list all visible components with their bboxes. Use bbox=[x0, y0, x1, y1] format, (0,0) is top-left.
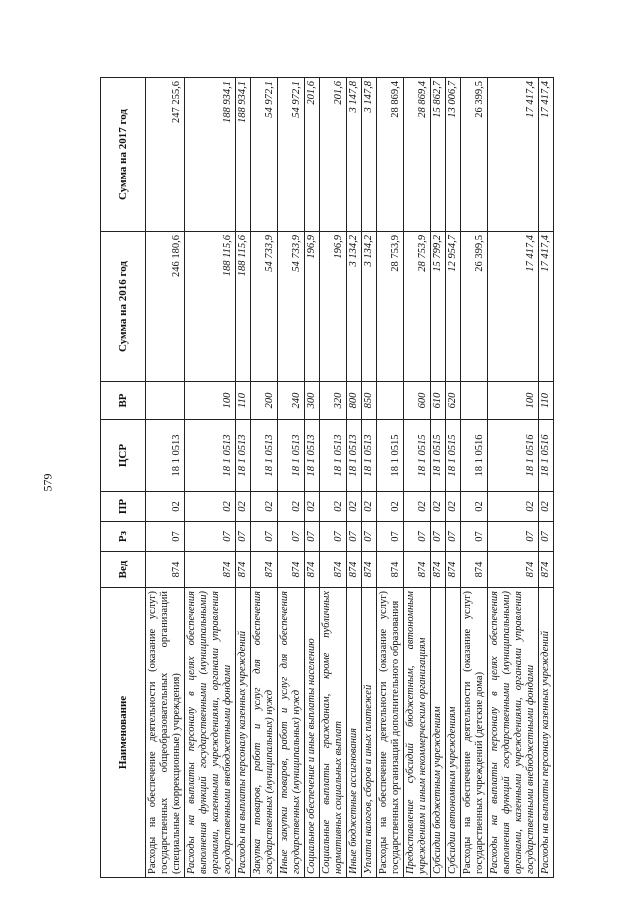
cell-csr: 18 1 0515 bbox=[377, 420, 404, 492]
cell-sum-2017: 15 862,7 bbox=[431, 78, 446, 232]
cell-ved: 874 bbox=[446, 552, 461, 588]
cell-csr: 18 1 0513 bbox=[251, 420, 278, 492]
cell-sum-2016: 28 753,9 bbox=[377, 232, 404, 382]
cell-pr: 02 bbox=[377, 492, 404, 522]
cell-rz: 07 bbox=[320, 522, 347, 552]
cell-name: Расходы на обеспечение деятельности (оказание услуг) государственных организаций дополнительного образования bbox=[377, 588, 404, 878]
cell-ved: 874 bbox=[320, 552, 347, 588]
cell-sum-2016: 28 753,9 bbox=[404, 232, 431, 382]
table-row bbox=[251, 78, 278, 878]
cell-csr: 18 1 0516 bbox=[461, 420, 488, 492]
header-name: Наименование bbox=[101, 588, 146, 878]
cell-pr: 02 bbox=[539, 492, 554, 522]
cell-vr: 600 bbox=[404, 382, 431, 420]
cell-sum-2017: 201,6 bbox=[320, 78, 347, 232]
cell-ved: 874 bbox=[431, 552, 446, 588]
header-ved: Вед bbox=[101, 552, 146, 588]
page-number: 579 bbox=[40, 473, 55, 492]
cell-sum-2017: 28 869,4 bbox=[404, 78, 431, 232]
table-row bbox=[305, 78, 320, 878]
cell-ved: 874 bbox=[305, 552, 320, 588]
cell-sum-2016: 12 954,7 bbox=[446, 232, 461, 382]
cell-sum-2016: 188 115,6 bbox=[185, 232, 236, 382]
cell-vr: 240 bbox=[278, 382, 305, 420]
cell-vr: 110 bbox=[539, 382, 554, 420]
cell-sum-2017: 201,6 bbox=[305, 78, 320, 232]
cell-pr: 02 bbox=[404, 492, 431, 522]
cell-csr: 18 1 0513 bbox=[362, 420, 377, 492]
cell-sum-2017: 247 255,6 bbox=[146, 78, 185, 232]
cell-rz: 07 bbox=[236, 522, 251, 552]
header-pr: ПР bbox=[101, 492, 146, 522]
cell-rz: 07 bbox=[539, 522, 554, 552]
cell-csr: 18 1 0513 bbox=[305, 420, 320, 492]
cell-ved: 874 bbox=[278, 552, 305, 588]
cell-sum-2017: 3 147,8 bbox=[347, 78, 362, 232]
table-row bbox=[431, 78, 446, 878]
table-row bbox=[461, 78, 488, 878]
header-rz: Рз bbox=[101, 522, 146, 552]
cell-sum-2016: 17 417,4 bbox=[488, 232, 539, 382]
cell-sum-2016: 17 417,4 bbox=[539, 232, 554, 382]
cell-csr: 18 1 0513 bbox=[278, 420, 305, 492]
cell-name: Социальное обеспечение и иные выплаты населению bbox=[305, 588, 320, 878]
cell-vr: 110 bbox=[236, 382, 251, 420]
table-row bbox=[185, 78, 236, 878]
cell-csr: 18 1 0513 bbox=[146, 420, 185, 492]
cell-ved: 874 bbox=[488, 552, 539, 588]
budget-table bbox=[100, 77, 554, 878]
table-row bbox=[320, 78, 347, 878]
cell-sum-2017: 3 147,8 bbox=[362, 78, 377, 232]
cell-ved: 874 bbox=[347, 552, 362, 588]
cell-sum-2017: 26 399,5 bbox=[461, 78, 488, 232]
cell-csr: 18 1 0513 bbox=[320, 420, 347, 492]
cell-rz: 07 bbox=[251, 522, 278, 552]
cell-vr: 100 bbox=[185, 382, 236, 420]
table-row bbox=[278, 78, 305, 878]
cell-vr: 200 bbox=[251, 382, 278, 420]
cell-vr bbox=[377, 382, 404, 420]
cell-sum-2016: 54 733,9 bbox=[251, 232, 278, 382]
cell-pr: 02 bbox=[461, 492, 488, 522]
table-header-row bbox=[101, 78, 146, 878]
cell-ved: 874 bbox=[251, 552, 278, 588]
rotated-page-content bbox=[100, 78, 640, 878]
cell-pr: 02 bbox=[446, 492, 461, 522]
table-row bbox=[362, 78, 377, 878]
cell-rz: 07 bbox=[377, 522, 404, 552]
table-row bbox=[377, 78, 404, 878]
cell-name: Расходы на выплаты персоналу в целях обеспечения выполнения функций государственными (муниципальными) органами, казенными учреждениями, органами управления государственными внебюджетными фондами bbox=[488, 588, 539, 878]
cell-sum-2016: 196,9 bbox=[305, 232, 320, 382]
header-sum-2017: Сумма на 2017 год bbox=[101, 78, 146, 232]
cell-vr: 100 bbox=[488, 382, 539, 420]
cell-sum-2016: 3 134,2 bbox=[347, 232, 362, 382]
cell-rz: 07 bbox=[404, 522, 431, 552]
cell-sum-2017: 13 006,7 bbox=[446, 78, 461, 232]
cell-rz: 07 bbox=[305, 522, 320, 552]
cell-sum-2017: 17 417,4 bbox=[488, 78, 539, 232]
cell-sum-2016: 246 180,6 bbox=[146, 232, 185, 382]
cell-rz: 07 bbox=[185, 522, 236, 552]
cell-vr: 320 bbox=[320, 382, 347, 420]
cell-ved: 874 bbox=[539, 552, 554, 588]
cell-name: Субсидии бюджетным учреждениям bbox=[431, 588, 446, 878]
table-row bbox=[446, 78, 461, 878]
cell-csr: 18 1 0516 bbox=[539, 420, 554, 492]
cell-pr: 02 bbox=[347, 492, 362, 522]
cell-vr: 620 bbox=[446, 382, 461, 420]
cell-csr: 18 1 0516 bbox=[488, 420, 539, 492]
cell-pr: 02 bbox=[305, 492, 320, 522]
cell-vr: 800 bbox=[347, 382, 362, 420]
header-vr: ВР bbox=[101, 382, 146, 420]
cell-pr: 02 bbox=[146, 492, 185, 522]
cell-sum-2016: 196,9 bbox=[320, 232, 347, 382]
cell-name: Расходы на выплаты персоналу казенных учреждений bbox=[539, 588, 554, 878]
cell-rz: 07 bbox=[488, 522, 539, 552]
table-row bbox=[146, 78, 185, 878]
cell-pr: 02 bbox=[362, 492, 377, 522]
table-row bbox=[488, 78, 539, 878]
cell-rz: 07 bbox=[461, 522, 488, 552]
cell-sum-2016: 54 733,9 bbox=[278, 232, 305, 382]
cell-csr: 18 1 0513 bbox=[236, 420, 251, 492]
cell-vr bbox=[146, 382, 185, 420]
cell-csr: 18 1 0513 bbox=[185, 420, 236, 492]
cell-csr: 18 1 0515 bbox=[404, 420, 431, 492]
table-row bbox=[236, 78, 251, 878]
cell-rz: 07 bbox=[347, 522, 362, 552]
cell-name: Расходы на выплаты персоналу в целях обеспечения выполнения функций государственными (муниципальными) органами, казенными учреждениями, органами управления государственными внебюджетными фондами bbox=[185, 588, 236, 878]
cell-sum-2016: 188 115,6 bbox=[236, 232, 251, 382]
cell-name: Уплата налогов, сборов и иных платежей bbox=[362, 588, 377, 878]
cell-pr: 02 bbox=[236, 492, 251, 522]
table-row bbox=[404, 78, 431, 878]
cell-vr: 850 bbox=[362, 382, 377, 420]
cell-pr: 02 bbox=[278, 492, 305, 522]
cell-sum-2017: 17 417,4 bbox=[539, 78, 554, 232]
cell-ved: 874 bbox=[362, 552, 377, 588]
cell-sum-2017: 188 934,1 bbox=[185, 78, 236, 232]
cell-vr: 610 bbox=[431, 382, 446, 420]
cell-name: Иные закупки товаров, работ и услуг для обеспечения государственных (муниципальных) нужд bbox=[278, 588, 305, 878]
cell-name: Предоставление субсидий бюджетным, автономным учреждениям и иным некоммерческим организациям bbox=[404, 588, 431, 878]
cell-pr: 02 bbox=[185, 492, 236, 522]
cell-ved: 874 bbox=[377, 552, 404, 588]
cell-sum-2017: 28 869,4 bbox=[377, 78, 404, 232]
cell-name: Социальные выплаты гражданам, кроме публичных нормативных социальных выплат bbox=[320, 588, 347, 878]
cell-sum-2017: 54 972,1 bbox=[251, 78, 278, 232]
cell-ved: 874 bbox=[236, 552, 251, 588]
cell-name: Закупка товаров, работ и услуг для обеспечения государственных (муниципальных) нужд bbox=[251, 588, 278, 878]
cell-name: Иные бюджетные ассигнования bbox=[347, 588, 362, 878]
cell-name: Расходы на обеспечение деятельности (оказание услуг) государственных учреждений (детские дома) bbox=[461, 588, 488, 878]
cell-name: Субсидии автономным учреждениям bbox=[446, 588, 461, 878]
cell-ved: 874 bbox=[185, 552, 236, 588]
cell-rz: 07 bbox=[278, 522, 305, 552]
cell-rz: 07 bbox=[362, 522, 377, 552]
cell-name: Расходы на обеспечение деятельности (оказание услуг) государственных общеобразовательных организаций (специальные (коррекционные) учреждения) bbox=[146, 588, 185, 878]
cell-csr: 18 1 0515 bbox=[446, 420, 461, 492]
cell-pr: 02 bbox=[320, 492, 347, 522]
cell-rz: 07 bbox=[446, 522, 461, 552]
cell-name: Расходы на выплаты персоналу казенных учреждений bbox=[236, 588, 251, 878]
cell-sum-2016: 15 799,2 bbox=[431, 232, 446, 382]
header-csr: ЦСР bbox=[101, 420, 146, 492]
cell-csr: 18 1 0513 bbox=[347, 420, 362, 492]
table-body bbox=[146, 78, 554, 878]
cell-rz: 07 bbox=[431, 522, 446, 552]
cell-pr: 02 bbox=[431, 492, 446, 522]
cell-pr: 02 bbox=[251, 492, 278, 522]
table-row bbox=[539, 78, 554, 878]
cell-sum-2016: 26 399,5 bbox=[461, 232, 488, 382]
cell-sum-2017: 54 972,1 bbox=[278, 78, 305, 232]
cell-ved: 874 bbox=[146, 552, 185, 588]
table-row bbox=[347, 78, 362, 878]
cell-vr: 300 bbox=[305, 382, 320, 420]
header-sum-2016: Сумма на 2016 год bbox=[101, 232, 146, 382]
cell-sum-2017: 188 934,1 bbox=[236, 78, 251, 232]
cell-rz: 07 bbox=[146, 522, 185, 552]
cell-vr bbox=[461, 382, 488, 420]
cell-sum-2016: 3 134,2 bbox=[362, 232, 377, 382]
cell-csr: 18 1 0515 bbox=[431, 420, 446, 492]
cell-ved: 874 bbox=[461, 552, 488, 588]
cell-ved: 874 bbox=[404, 552, 431, 588]
cell-pr: 02 bbox=[488, 492, 539, 522]
